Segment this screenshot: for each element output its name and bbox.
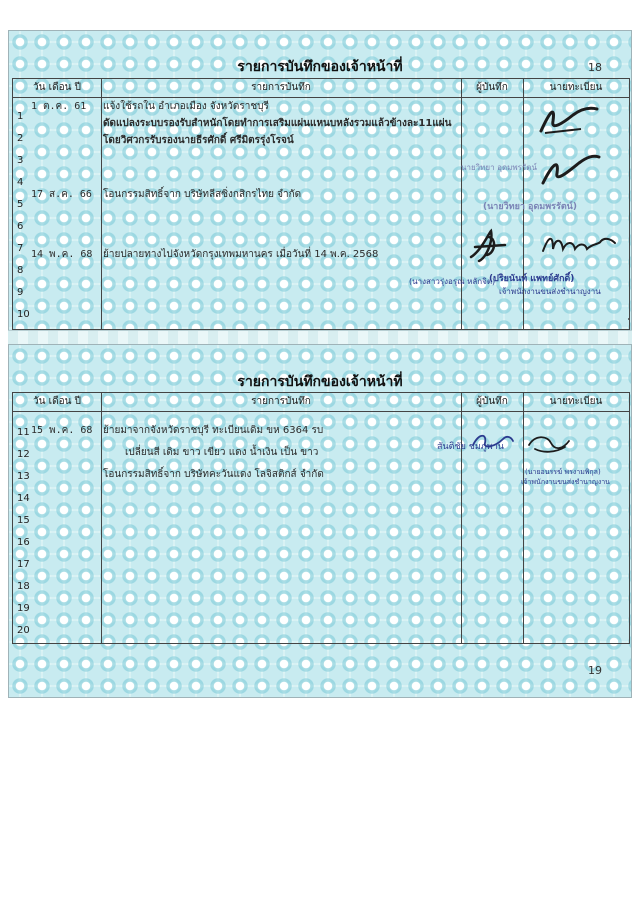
entry-line: ย้ายมาจากจังหวัดราชบุรี ทะเบียนเดิม ขห 6364 รบ (103, 425, 324, 436)
row-number: 19 (17, 603, 30, 614)
header-recorder: ผู้บันทึก (461, 393, 523, 412)
column-divider (101, 79, 102, 329)
officer-stamp: (นายอนรรฆ์ พรงามพิกุล) (525, 468, 601, 476)
row-number: 17 (17, 559, 30, 570)
officer-title: เจ้าพนักงานขนส่งชำนาญงาน (499, 287, 601, 296)
entry-line: โอนกรรมสิทธิ์จาก บริษัทคะวันแดง โลจิสติกส์ จำกัด (103, 469, 324, 480)
row-number: 1 (17, 111, 24, 122)
page-number: 18 (588, 61, 602, 74)
entry-line: ย้ายปลายทางไปจังหวัดกรุงเทพมหานคร เมื่อวันที่ 14 พ.ค. 2568 (103, 249, 379, 260)
officer-stamp: สันติชัย ชมภูพาน (437, 442, 504, 452)
row-number: 2 (17, 133, 24, 144)
row-number: 8 (17, 265, 24, 276)
row-number: 9 (17, 287, 24, 298)
entry-line: โอนกรรมสิทธิ์จาก บริษัทลีสซิ่งกสิกรไทย จำกัด (103, 189, 302, 200)
page-title: รายการบันทึกของเจ้าหน้าที่ (237, 59, 403, 75)
entry-date: 14 พ.ค. 68 (31, 249, 93, 260)
row-number: 7 (17, 243, 24, 254)
officer-stamp: นายวิทยา อุดมพรรัตน์ (461, 163, 537, 172)
column-divider (461, 79, 462, 329)
record-table (12, 78, 630, 330)
officer-title: เจ้าพนักงานขนส่งชำนาญงาน (521, 478, 610, 486)
row-number: 6 (17, 221, 24, 232)
column-divider (461, 393, 462, 643)
entry-line: เปลี่ยนสี เดิม ขาว เขียว แดง น้ำเงิน เป็น ขาว (125, 447, 319, 458)
header-record: รายการบันทึก (101, 79, 461, 98)
row-number: 3 (17, 155, 24, 166)
header-record: รายการบันทึก (101, 393, 461, 412)
entry-line: โดยวิศวกรรับรองนายธีรศักดิ์ ศรีมิตรรุ่งโรจน์ (103, 135, 294, 146)
entry-line: ดัดแปลงระบบรองรับสำหนักโดยทำการเสริมแผ่นแหนบหลังรวมแล้วข้างละ11แผ่น (103, 118, 452, 129)
row-number: 11 (17, 427, 30, 438)
officer-stamp: (นายวิทยา อุดมพรรัตน์) (483, 202, 577, 212)
row-number: 4 (17, 177, 24, 188)
officer-stamp: (นางสาวรุ่งอรุณ หลักจิต) (409, 277, 496, 286)
entry-date: 1 ต.ค. 61 (31, 101, 87, 112)
entry-date: 17 ส.ค. 66 (31, 189, 92, 200)
entry-line: แจ้งใช้รถใน อำเภอเมือง จังหวัดราชบุรี (103, 101, 269, 112)
entry-date: 15 พ.ค. 68 (31, 425, 93, 436)
scan-speck (628, 318, 630, 320)
officer-stamp: (ปริยนันท์ แพทย์ศักดิ์) (489, 274, 575, 284)
row-number: 16 (17, 537, 30, 548)
record-table (12, 392, 630, 644)
registrar-signature (539, 229, 619, 259)
header-date: วัน เดือน ปี (13, 79, 101, 98)
row-number: 13 (17, 471, 30, 482)
row-number: 18 (17, 581, 30, 592)
column-divider (101, 393, 102, 643)
row-number: 5 (17, 199, 24, 210)
row-number: 20 (17, 625, 30, 636)
registrar-signature (533, 149, 603, 189)
recorder-signature (465, 227, 511, 267)
header-date: วัน เดือน ปี (13, 393, 101, 412)
page-number: 19 (588, 664, 602, 677)
row-number: 14 (17, 493, 30, 504)
row-number: 12 (17, 449, 30, 460)
header-registrar: นายทะเบียน (523, 79, 629, 98)
header-recorder: ผู้บันทึก (461, 79, 523, 98)
registrar-signature (533, 103, 603, 139)
registrar-signature (525, 431, 575, 457)
column-divider (523, 393, 524, 643)
header-registrar: นายทะเบียน (523, 393, 629, 412)
page-title: รายการบันทึกของเจ้าหน้าที่ (237, 374, 403, 390)
row-number: 10 (17, 309, 30, 320)
row-number: 15 (17, 515, 30, 526)
